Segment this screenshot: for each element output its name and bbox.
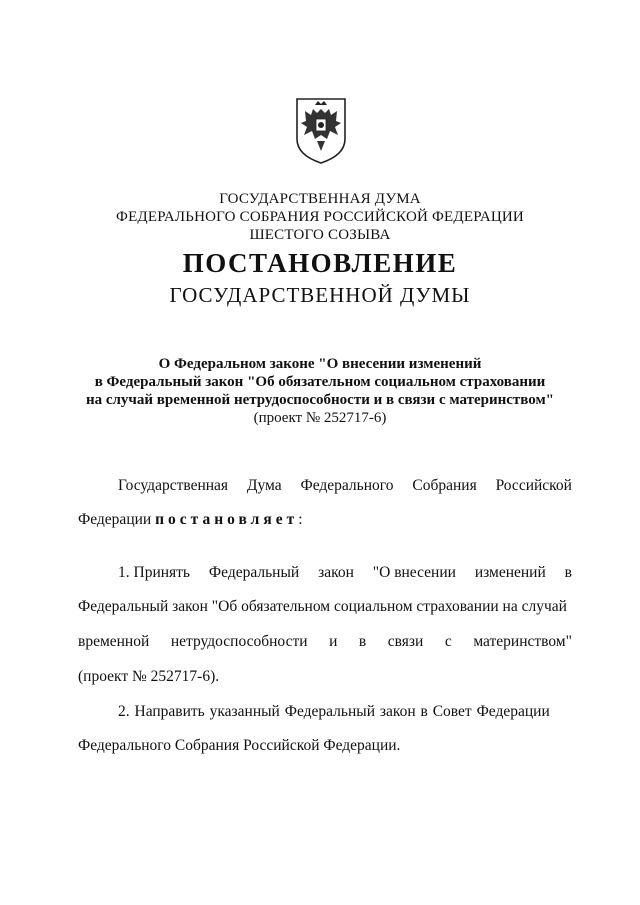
item1-word: "О внесении <box>372 564 456 581</box>
intro-word: Федерального <box>300 477 394 494</box>
item1-line-4: (проект № 252717-6). <box>78 668 220 685</box>
item1-word: Федеральный <box>208 564 300 581</box>
item1-word: закон <box>318 564 354 581</box>
subject-line-2: в Федеральный закон "Об обязательном социальном страховании <box>94 374 546 390</box>
item1-word: и <box>329 633 338 650</box>
decree-word: постановляет <box>155 511 299 528</box>
item1-word: связи <box>387 633 424 650</box>
intro-line-1 <box>118 477 572 495</box>
item1-word: 1. Принять <box>118 564 191 581</box>
intro-line-2 <box>78 511 303 529</box>
item1-word: материнством" <box>473 633 572 650</box>
header-line-2: ФЕДЕРАЛЬНОГО СОБРАНИЯ РОССИЙСКОЙ ФЕДЕРАЦИИ <box>116 209 524 225</box>
item1-word: в <box>358 633 367 650</box>
item1-word: нетрудоспособности <box>170 633 308 650</box>
item1-word: в <box>564 564 572 581</box>
decree-colon: : <box>298 511 303 528</box>
intro-word: Российской <box>495 477 572 494</box>
intro-word: Собрания <box>412 477 477 494</box>
item1-word: с <box>444 633 452 650</box>
subject-line-3: на случай временной нетрудоспособности и в связи с материнством" <box>85 392 555 408</box>
resolution-subject <box>0 355 640 427</box>
item1-word: изменений <box>474 564 546 581</box>
item1-word: временной <box>78 633 150 650</box>
intro-word: Государственная <box>118 477 229 494</box>
item2-line-1: 2. Направить указанный Федеральный закон в Совет Федерации <box>118 703 550 720</box>
item1-line-1 <box>118 564 572 582</box>
document-subtitle: ГОСУДАРСТВЕННОЙ ДУМЫ <box>169 283 471 307</box>
header-line-1: ГОСУДАРСТВЕННАЯ ДУМА <box>219 191 421 207</box>
document-title: ПОСТАНОВЛЕНИЕ <box>182 248 458 278</box>
subject-line-1: О Федеральном законе "О внесении изменений <box>158 356 482 372</box>
coat-of-arms-emblem <box>289 95 353 167</box>
item2-line-2: Федерального Собрания Российской Федерации. <box>78 737 401 754</box>
intro-word: Дума <box>246 477 282 494</box>
intro-prefix: Федерации <box>78 511 152 528</box>
issuing-body-header <box>0 190 640 244</box>
subject-bill-number: (проект № 252717-6) <box>253 410 387 426</box>
item1-line-2: Федеральный закон "Об обязательном социальном страховании на случай <box>78 598 567 615</box>
header-line-3: ШЕСТОГО СОЗЫВА <box>249 227 391 243</box>
item1-line-3 <box>78 633 572 651</box>
